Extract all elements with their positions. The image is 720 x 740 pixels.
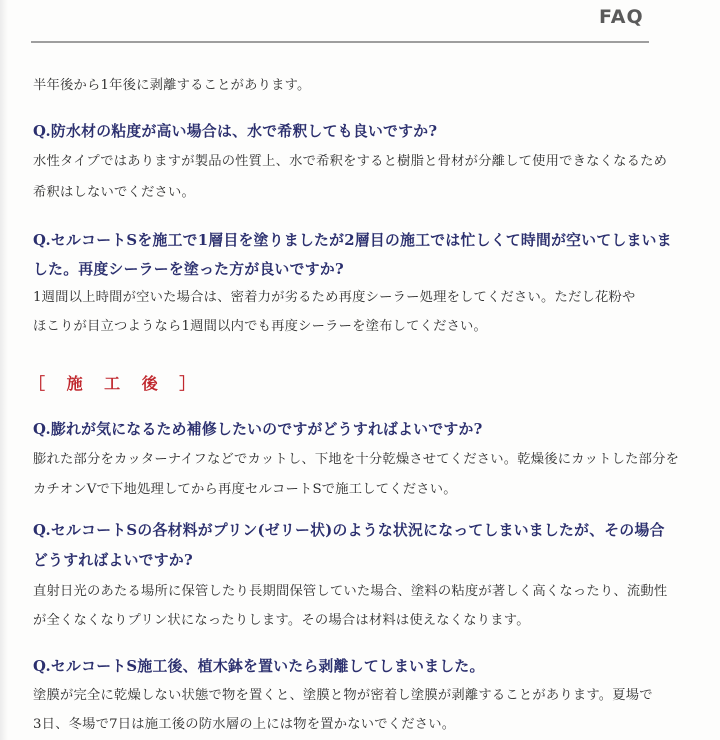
faq-answer: 1週間以上時間が空いた場合は、密着力が劣るため再度シーラー処理をしてください。ただし花粉や — [33, 290, 636, 305]
faq-question: どうすればよいですか? — [33, 552, 193, 569]
faq-answer: が全くなくなりプリン状になったりします。その場合は材料は使えなくなります。 — [33, 613, 530, 628]
faq-answer: 塗膜が完全に乾燥しない状態で物を置くと、塗膜と物が密着し塗膜が剥離することがあります。夏場で — [33, 688, 653, 703]
faq-question: Q.膨れが気になるため補修したいのですがどうすればよいですか? — [33, 421, 483, 438]
faq-answer: 膨れた部分をカッターナイフなどでカットし、下地を十分乾燥させてください。乾燥後にカットした部分を — [33, 452, 680, 467]
page-edge-shadow — [0, 0, 8, 740]
faq-question: Q.セルコートS施工後、植木鉢を置いたら剥離してしまいました。 — [33, 658, 485, 675]
faq-answer: 3日、冬場で7日は施工後の防水層の上には物を置かないでください。 — [33, 717, 456, 732]
faq-answer: 希釈はしないでください。 — [33, 185, 195, 200]
page-title: FAQ — [599, 6, 644, 28]
faq-answer: 直射日光のあたる場所に保管したり長期間保管していた場合、塗料の粘度が著しく高くなったり、流動性 — [33, 584, 668, 599]
section-heading-after-construction: ［ 施 工 後 ］ — [29, 374, 204, 393]
faq-question: Q.セルコートSの各材料がプリン(ゼリー状)のような状況になってしまいましたが、その場合 — [33, 522, 665, 539]
faq-question: した。再度シーラーを塗った方が良いですか? — [33, 261, 344, 278]
faq-answer: カチオンVで下地処理してから再度セルコートSで施工してください。 — [33, 482, 457, 497]
header-divider — [31, 41, 649, 43]
intro-text: 半年後から1年後に剥離することがあります。 — [33, 78, 311, 93]
faq-answer: 水性タイプではありますが製品の性質上、水で希釈をすると樹脂と骨材が分離して使用できなくなるため — [33, 154, 668, 169]
faq-answer: ほこりが目立つようなら1週間以内でも再度シーラーを塗布してください。 — [33, 319, 488, 334]
faq-question: Q.セルコートSを施工で1層目を塗りましたが2層目の施工では忙しくて時間が空いてしまいま — [33, 232, 672, 249]
faq-question: Q.防水材の粘度が高い場合は、水で希釈しても良いですか? — [33, 123, 438, 140]
